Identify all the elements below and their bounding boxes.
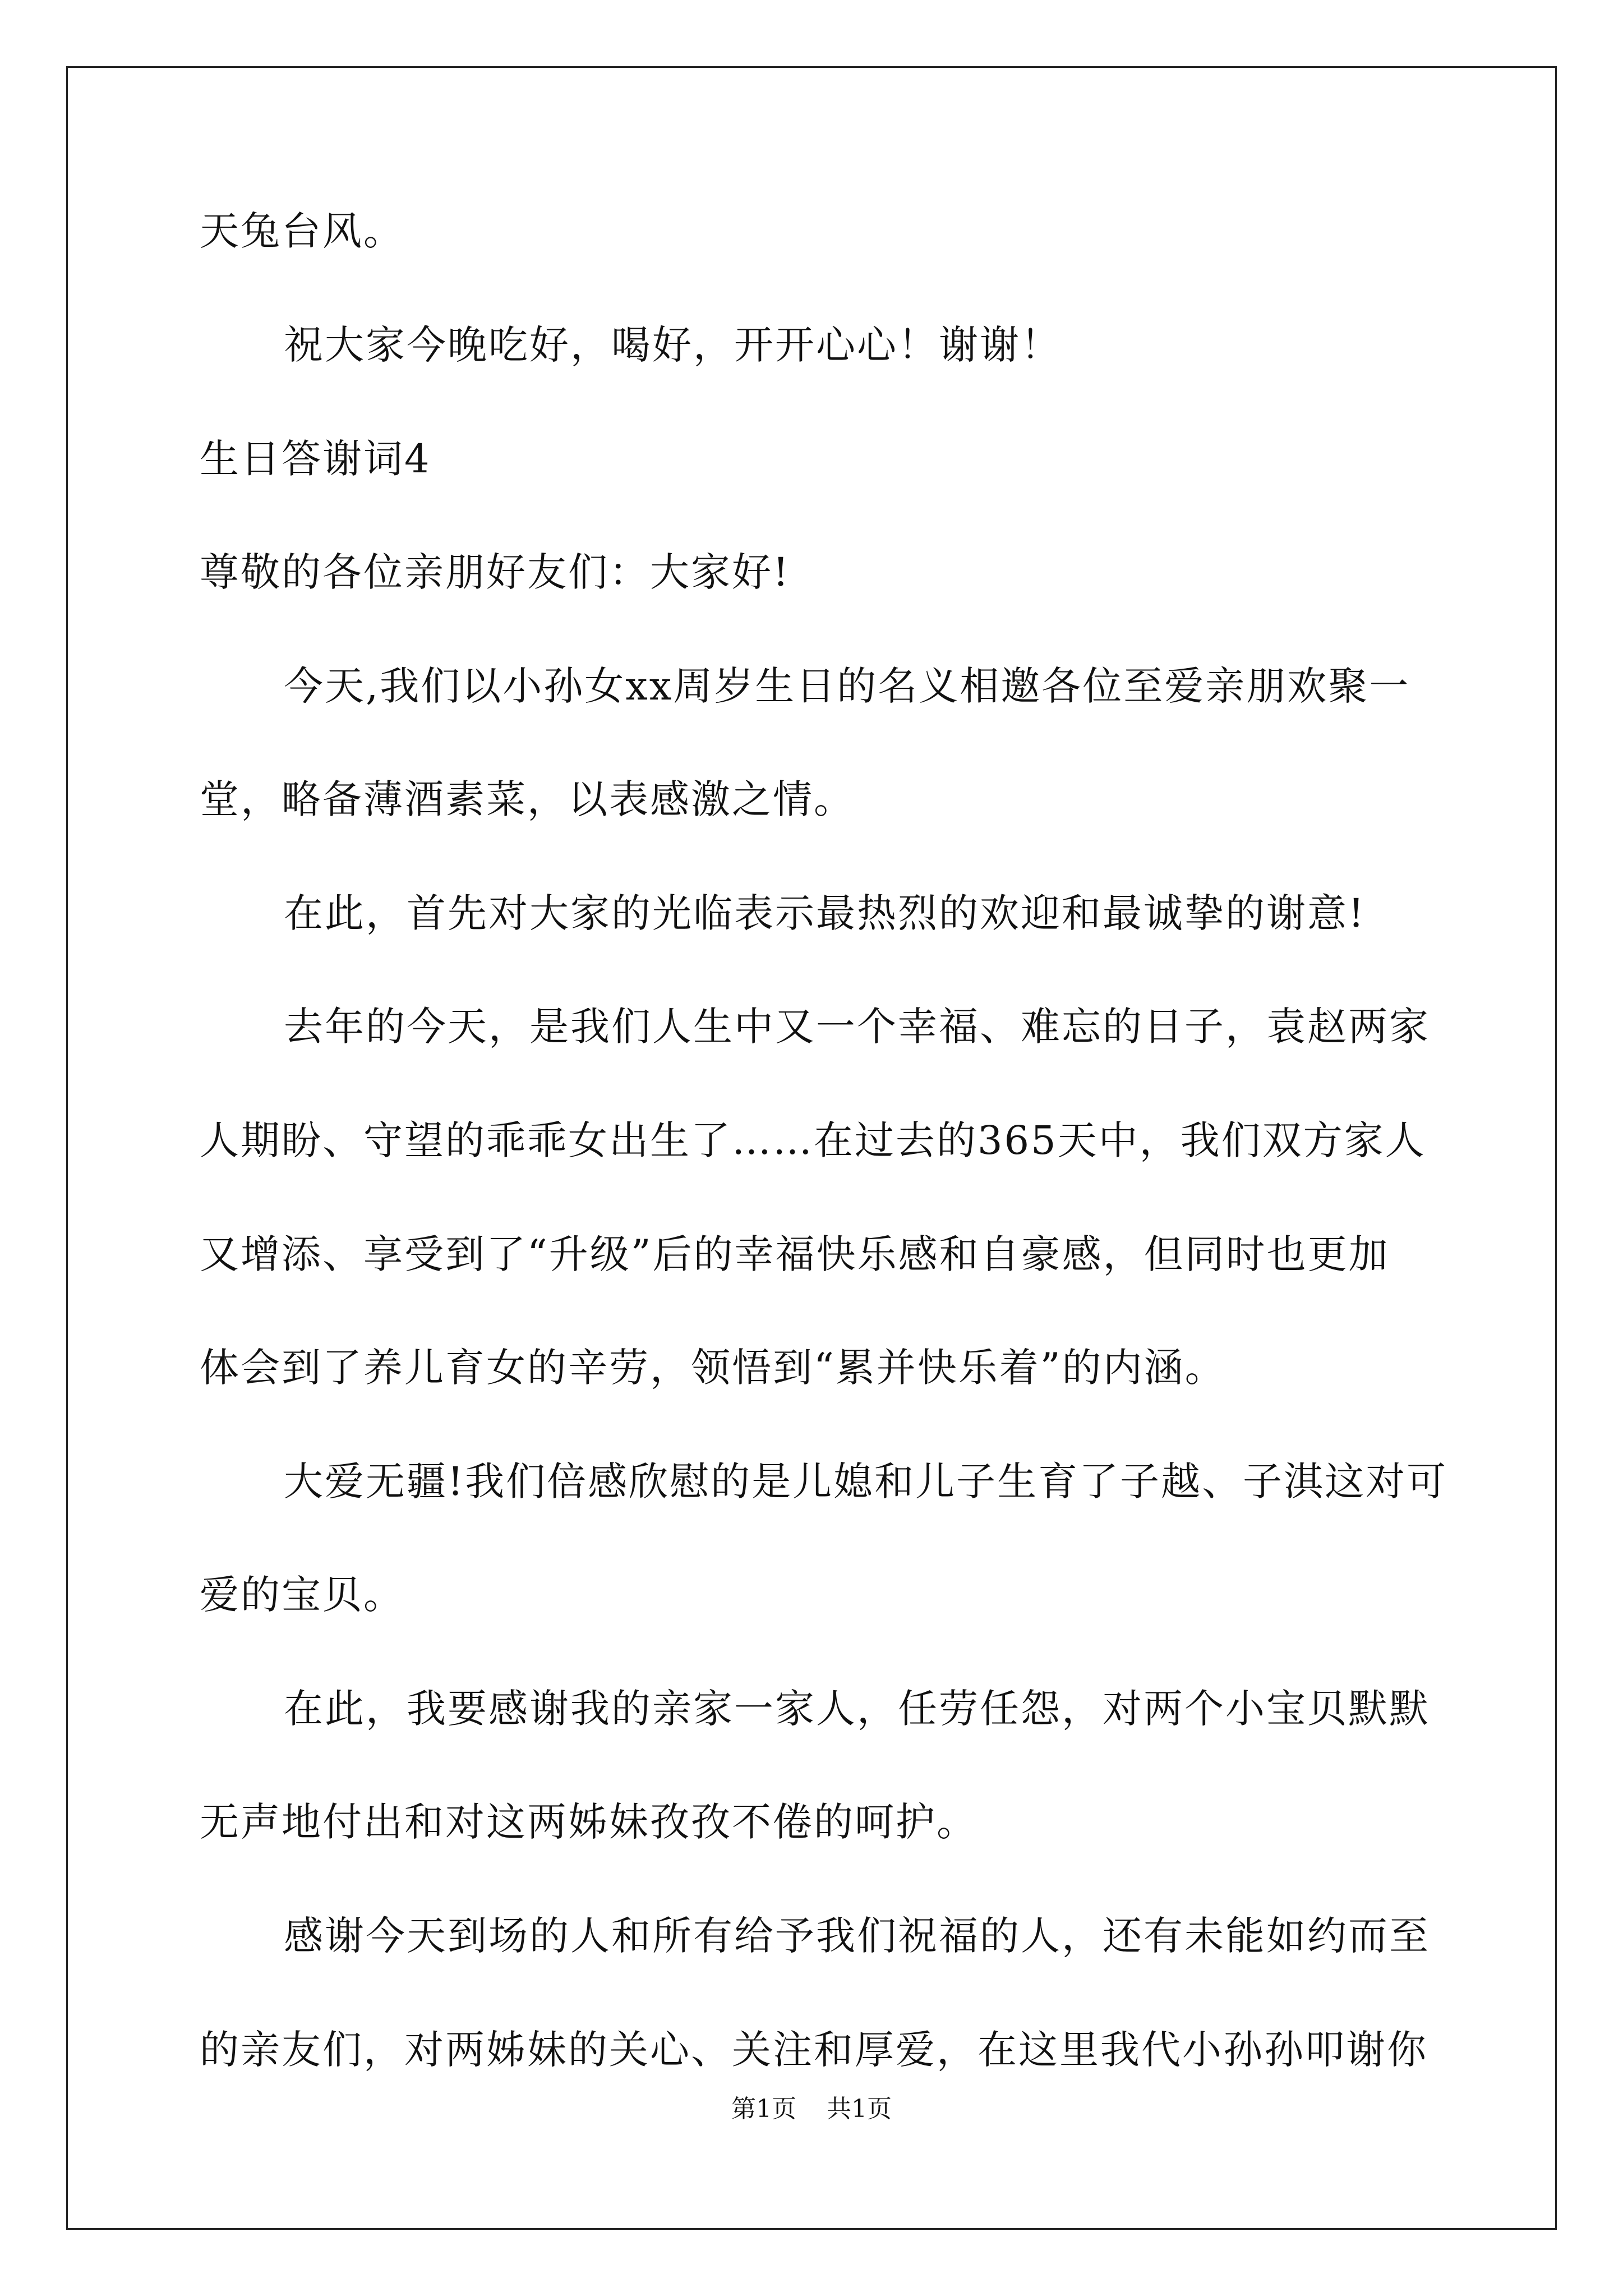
text-line: 堂，略备薄酒素菜，以表感激之情。 <box>200 776 855 822</box>
text-line: 在此，首先对大家的光临表示最热烈的欢迎和最诚挚的谢意! <box>284 890 1366 936</box>
text-line: 祝大家今晚吃好，喝好，开开心心！谢谢！ <box>284 322 1062 368</box>
page-number: 第1页 <box>731 2095 796 2123</box>
text-line: 又增添、享受到了“升级”后的幸福快乐感和自豪感，但同时也更加 <box>200 1231 1390 1277</box>
text-line: 今天,我们以小孙女xx周岁生日的名义相邀各位至爱亲朋欢聚一 <box>284 663 1410 709</box>
text-line: 去年的今天，是我们人生中又一个幸福、难忘的日子，袁赵两家 <box>284 1004 1430 1050</box>
text-line: 的亲友们，对两姊妹的关心、关注和厚爱，在这里我代小孙孙叩谢你 <box>200 2027 1428 2073</box>
page-total: 共1页 <box>827 2095 892 2123</box>
salutation: 尊敬的各位亲朋好友们：大家好! <box>200 549 791 595</box>
text-line: 感谢今天到场的人和所有给予我们祝福的人，还有未能如约而至 <box>284 1913 1430 1959</box>
text-line: 大爱无疆!我们倍感欣慰的是儿媳和儿子生育了子越、子淇这对可 <box>284 1458 1448 1504</box>
text-line: 爱的宝贝。 <box>200 1572 404 1618</box>
text-line: 无声地付出和对这两姊妹孜孜不倦的呵护。 <box>200 1799 978 1845</box>
section-heading: 生日答谢词4 <box>200 436 431 482</box>
page-footer <box>0 2092 1623 2126</box>
text-line: 人期盼、守望的乖乖女出生了……在过去的365天中，我们双方家人 <box>200 1117 1426 1163</box>
text-line: 体会到了养儿育女的辛劳，领悟到“累并快乐着”的内涵。 <box>200 1345 1226 1391</box>
text-line: 天兔台风。 <box>200 208 404 254</box>
text-line: 在此，我要感谢我的亲家一家人，任劳任怨，对两个小宝贝默默 <box>284 1686 1430 1732</box>
